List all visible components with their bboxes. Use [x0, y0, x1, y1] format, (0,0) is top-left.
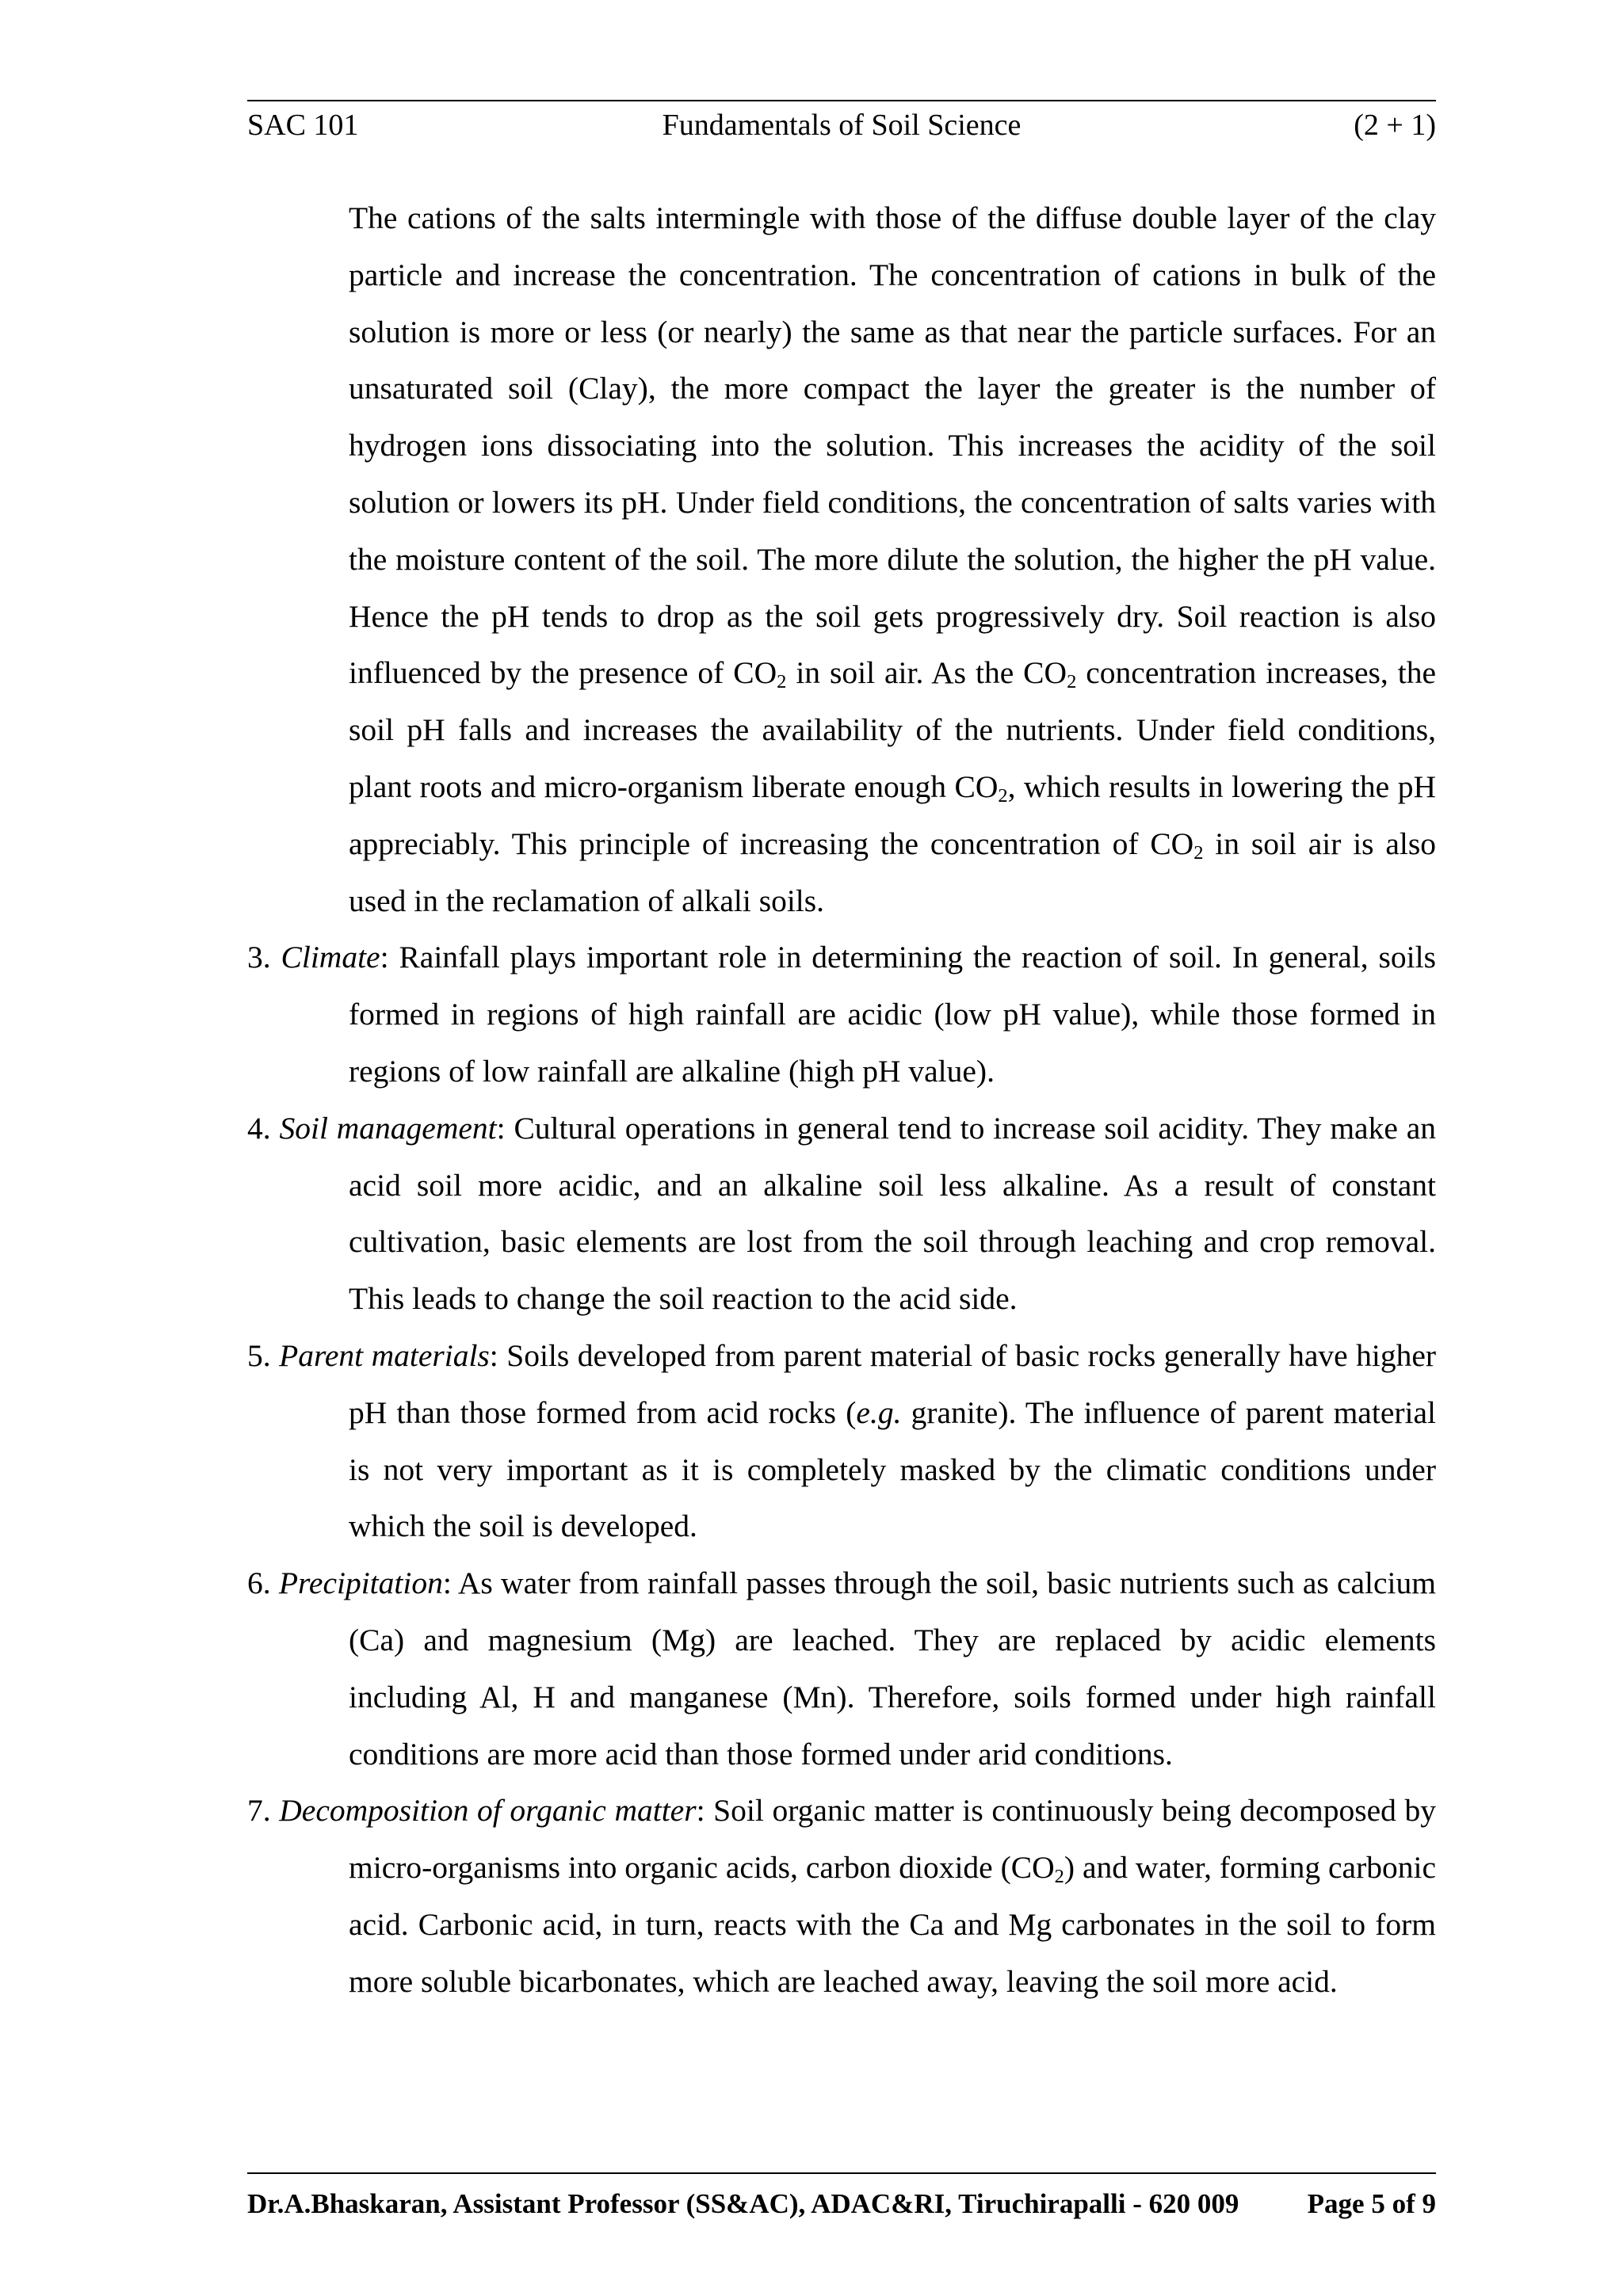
- item-text-b: ) and water, forming carbonic acid. Carbonic acid, in turn, reacts with the Ca and Mg carbonates in the soil to form more soluble bicarbonates, which are leached away, leaving the soil more acid.: [349, 1850, 1437, 1999]
- item-number: 4.: [247, 1110, 271, 1146]
- subscript: 2: [1054, 1866, 1064, 1888]
- intro-text-2: in soil air. As the CO: [786, 655, 1067, 691]
- item-number: 7.: [247, 1793, 271, 1829]
- item-text: : Cultural operations in general tend to increase soil acidity. They make an acid soil more acidic, and an alkaline soil less alkaline. As a result of constant cultivation, basic elements are lost from the soil through leaching and crop removal. This leads to change the soil reaction to the acid side.: [349, 1110, 1436, 1317]
- subscript: 2: [1193, 841, 1204, 864]
- page-body: [247, 190, 1436, 2011]
- intro-text-3: concentration increases, the soil pH falls and increases the availability of the nutrients. Under field conditions, plant roots and micro-organism liberate enough CO: [349, 655, 1436, 804]
- item-term: Climate: [281, 940, 380, 975]
- item-term: Soil management: [279, 1110, 497, 1146]
- item-text: : As water from rainfall passes through the soil, basic nutrients such as calcium (Ca) and magnesium (Mg) are leached. They are replaced by acidic elements including Al, H and manganese (Mn). Therefore, soils formed under high rainfall conditions are more acid than those formed under arid conditions.: [349, 1566, 1437, 1772]
- intro-paragraph: [247, 190, 1436, 929]
- item-text-a: : Soil organic matter is continuously being decomposed by micro-organisms into organic acids, carbon dioxide (CO: [349, 1793, 1436, 1886]
- intro-text-5: in soil air is also used in the reclamation of alkali soils.: [349, 826, 1436, 918]
- list-item-precipitation: [247, 1555, 1436, 1783]
- list-item-climate: [247, 929, 1436, 1100]
- course-code: SAC 101: [247, 109, 359, 142]
- item-text: : Rainfall plays important role in determining the reaction of soil. In general, soils formed in regions of high rainfall are acidic (low pH value), while those formed in regions of low rainfall are alkaline (high pH value).: [349, 940, 1436, 1089]
- subscript: 2: [777, 671, 787, 693]
- page-number: Page 5 of 9: [1307, 2188, 1436, 2219]
- subscript: 2: [998, 785, 1008, 807]
- course-credits: (2 + 1): [1354, 109, 1436, 142]
- item-term: Parent materials: [279, 1337, 490, 1373]
- list-item-soil-management: [247, 1100, 1436, 1328]
- item-text-eg: e.g.: [856, 1394, 902, 1430]
- item-text-b: granite). The influence of parent material is not very important as it is completely masked by the climatic conditions under which the soil is developed.: [349, 1394, 1436, 1544]
- page-header: [247, 101, 1436, 149]
- item-number: 6.: [247, 1566, 271, 1601]
- course-title: Fundamentals of Soil Science: [662, 109, 1022, 142]
- item-number: 5.: [247, 1337, 271, 1373]
- page-footer: [247, 2180, 1436, 2228]
- item-number: 3.: [247, 940, 271, 975]
- list-item-decomposition: [247, 1783, 1436, 2010]
- item-text-a: : Soils developed from parent material of basic rocks generally have higher pH than those formed from acid rocks (: [349, 1337, 1437, 1430]
- intro-text-1: The cations of the salts intermingle with those of the diffuse double layer of the clay particle and increase the concentration. The concentration of cations in bulk of the solution is more or less (or nearly) the same as that near the particle surfaces. For an unsaturated soil (Clay), the more compact the layer the greater is the number of hydrogen ions dissociating into the solution. This increases the acidity of the soil solution or lowers its pH. Under field conditions, the concentration of salts varies with the moisture content of the soil. The more dilute the solution, the higher the pH value. Hence the pH tends to drop as the soil gets progressively dry. Soil reaction is also influenced by the presence of CO: [349, 200, 1436, 691]
- footer-rule: [247, 2172, 1436, 2174]
- footer-author: Dr.A.Bhaskaran, Assistant Professor (SS&AC), ADAC&RI, Tiruchirapalli - 620 009: [247, 2188, 1239, 2219]
- list-item-parent-materials: [247, 1328, 1436, 1555]
- intro-text-4: , which results in lowering the pH appreciably. This principle of increasing the concentration of CO: [349, 769, 1436, 861]
- item-term: Precipitation: [278, 1566, 443, 1601]
- item-term: Decomposition of organic matter: [279, 1793, 697, 1829]
- subscript: 2: [1067, 671, 1077, 693]
